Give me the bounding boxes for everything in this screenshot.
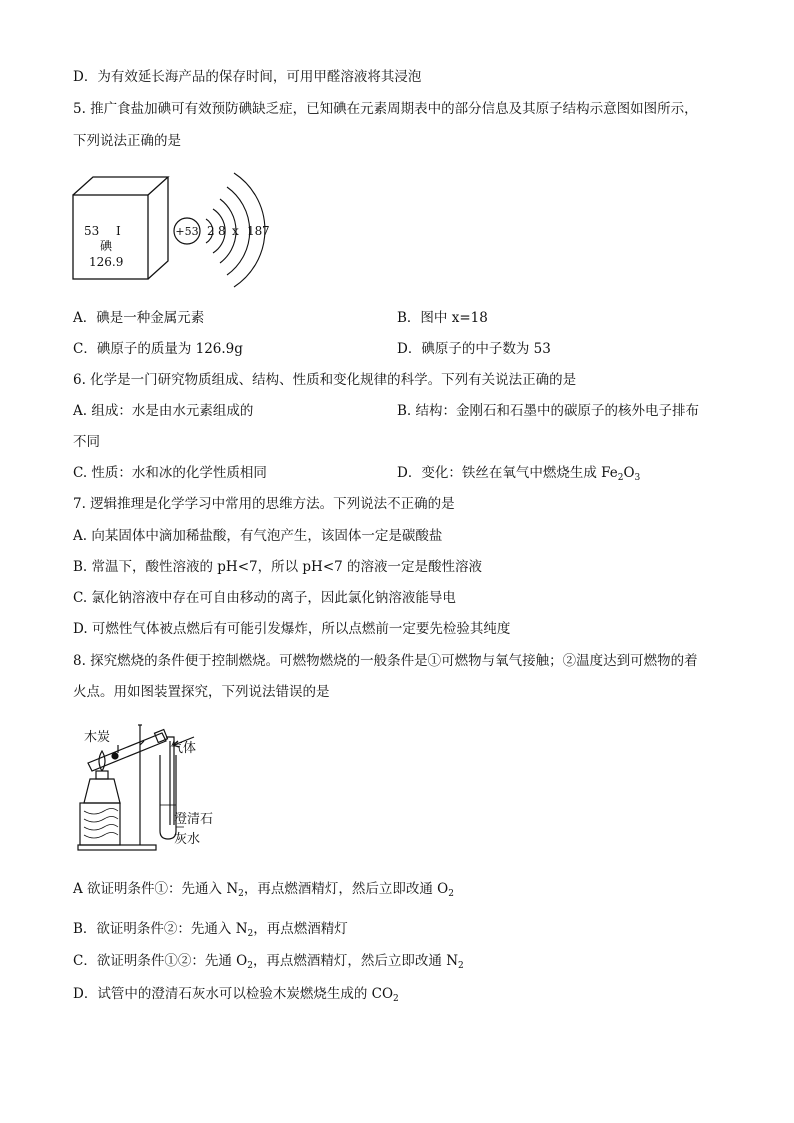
label-charcoal: 木炭: [84, 730, 111, 745]
q6-d-mid: O: [623, 465, 635, 481]
q8-a-sub2: 2: [448, 889, 454, 899]
nucleus-charge: +53: [175, 225, 199, 238]
q8-option-b: [73, 920, 348, 938]
stand-base: [78, 845, 156, 850]
q8-d-text: D．试管中的澄清石灰水可以检验木炭燃烧生成的 CO: [73, 986, 394, 1002]
atomic-number: 53: [84, 224, 100, 238]
q8-a-mid: ，再点燃酒精灯，然后立即改通 O: [243, 881, 449, 897]
q5-stem-line2: 下列说法正确的是: [73, 133, 181, 149]
q5-option-a: A．碘是一种金属元素: [73, 310, 205, 326]
q6-option-b: B. 结构：金刚石和石墨中的碳原子的核外电子排布: [397, 403, 700, 419]
shell-2-count: 8: [218, 224, 226, 238]
q6-option-b-cont: 不同: [73, 434, 100, 450]
q8-c-text: C．欲证明条件①②：先通 O: [73, 953, 248, 969]
q6-d-sub2: 3: [634, 473, 641, 483]
q8-b-text: B．欲证明条件②：先通入 N: [73, 921, 248, 937]
label-limewater-1: 澄清石: [174, 812, 214, 827]
q6-stem: 6. 化学是一门研究物质组成、结构、性质和变化规律的科学。下列有关说法正确的是: [73, 372, 577, 388]
element-name: 碘: [100, 239, 113, 253]
combustion-apparatus-figure: [70, 715, 230, 857]
q6-d-text: D．变化：铁丝在氧气中燃烧生成 Fe: [397, 465, 618, 481]
q8-d-sub1: 2: [393, 994, 399, 1004]
element-symbol: I: [116, 224, 121, 238]
q8-c-sub1: 2: [247, 961, 253, 971]
q8-a-sub1: 2: [238, 889, 244, 899]
q8-c-mid: ，再点燃酒精灯，然后立即改通 N: [252, 953, 459, 969]
wood-block: [80, 803, 120, 845]
q5-option-c: C．碘原子的质量为 126.9g: [73, 341, 243, 357]
shell-1-count: 2: [207, 224, 215, 238]
q8-option-d: [73, 985, 399, 1003]
q7-option-d: D. 可燃性气体被点燃后有可能引发爆炸，所以点燃前一定要先检验其纯度: [73, 621, 511, 637]
iodine-element-figure: [70, 165, 280, 290]
q8-b-sub1: 2: [247, 929, 254, 939]
shell-4-count: 18: [247, 224, 263, 238]
q7-option-b: B. 常温下，酸性溶液的 pH<7，所以 pH<7 的溶液一定是酸性溶液: [73, 559, 483, 575]
q7-option-c: C. 氯化钠溶液中存在可自由移动的离子，因此氯化钠溶液能导电: [73, 590, 456, 606]
q8-b-post: ，再点燃酒精灯: [253, 921, 348, 937]
q6-d-sub1: 2: [617, 473, 624, 483]
q8-stem-line1: 8. 探究燃烧的条件便于控制燃烧。可燃物燃烧的一般条件是①可燃物与氧气接触；②温度达到可燃物的着: [73, 653, 698, 669]
q7-stem: 7. 逻辑推理是化学学习中常用的思维方法。下列说法不正确的是: [73, 496, 455, 512]
q8-c-sub2: 2: [458, 961, 464, 971]
q6-option-c: C. 性质：水和冰的化学性质相同: [73, 465, 267, 481]
q5-option-b: B．图中 x=18: [397, 310, 488, 326]
q8-a-text: A 欲证明条件①：先通入 N: [73, 881, 239, 897]
shell-5-count: 7: [262, 224, 270, 238]
atomic-mass: 126.9: [89, 255, 124, 269]
shell-3-count: x: [232, 224, 239, 238]
q7-option-a: A. 向某固体中滴加稀盐酸，有气泡产生，该固体一定是碳酸盐: [73, 528, 443, 544]
alcohol-lamp: [84, 779, 120, 803]
charcoal-piece: [112, 753, 118, 759]
q8-option-a: [73, 880, 454, 898]
label-gas: 气体: [170, 741, 197, 756]
q6-option-a: A. 组成：水是由水元素组成的: [73, 403, 254, 419]
q8-stem-line2: 火点。用如图装置探究，下列说法错误的是: [73, 684, 330, 700]
q5-option-d: D．碘原子的中子数为 53: [397, 341, 551, 357]
q6-option-d: [397, 464, 640, 482]
q5-stem-line1: 5. 推广食盐加碘可有效预防碘缺乏症，已知碘在元素周期表中的部分信息及其原子结构示意图如图所示，: [73, 101, 698, 117]
label-limewater-2: 灰水: [174, 832, 201, 847]
q4-option-d: D．为有效延长海产品的保存时间，可用甲醛溶液将其浸泡: [73, 69, 422, 85]
q8-option-c: [73, 952, 464, 970]
